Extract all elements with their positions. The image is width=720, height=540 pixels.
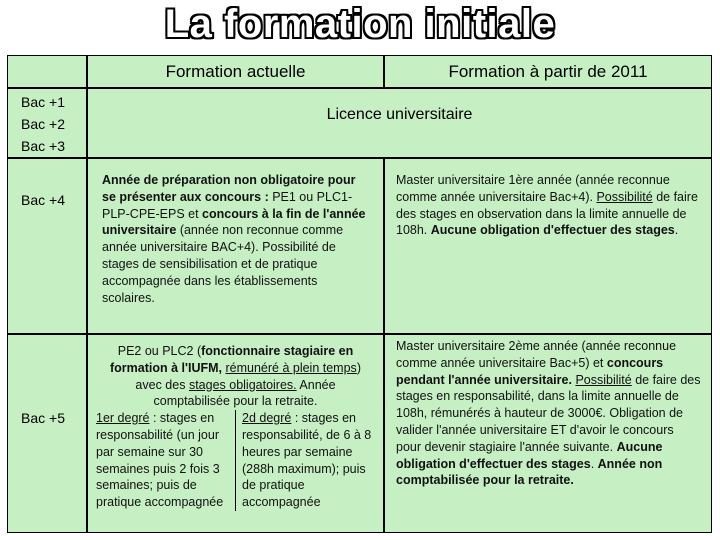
bac5-current-col-2 [235,410,375,511]
bac5-current-col2-heading: 2d degré [242,411,292,426]
bac5-current-col1-heading: 1er degré [96,411,150,426]
bac4-future-text-3: . [674,223,679,238]
bac4-future-bold-1: Aucune obligation d'effectuer des stages [430,223,675,238]
bac4-future-underline-1: Possibilité [596,189,653,204]
bac5-future-bold-1: concours pendant l'année universitaire. [396,355,664,387]
slide-title: La formation initiale [164,2,556,46]
header-future-label: Formation à partir de 2011 [448,61,648,81]
level-bac5: Bac +5 [21,410,65,426]
bac5-current-col2-text: : stages en responsabilité, de 6 à 8 heures par semaine (288h maximum); puis de pratique accompagnée [242,411,372,510]
bac5-future-text-3: de faire des stages en responsabilité, dans la limite annuelle de 108h, rémunérés à hauteur de 3000€. Obligation de valider l'année universitaire ET d'avoir le concours pour devenir stagiaire l'année suivante. [396,372,701,454]
bac5-current-col-1 [96,410,235,511]
level-bac4-cell [7,158,87,334]
bac4-current-text-2: (année non reconnue comme année universitaire BAC+4). Possibilité de stages de sensibilisation et de pratique accompagnée dans les établissements scolaires. [102,223,344,305]
bac5-current-underline-1: rémunéré à plein temps [225,360,357,375]
header-current [87,55,384,88]
header-empty-cell [7,55,87,88]
level-bac2: Bac +2 [21,116,65,132]
bac5-future-underline-1: Possibilité [575,372,632,387]
bac5-current-col1-text: : stages en responsabilité (un jour par semaine sur 30 semaines puis 2 fois 3 semaines; puis de pratique accompagnée [96,411,224,510]
bac4-future-text-1: Master universitaire 1ère année (année reconnue comme année universitaire Bac+4). [396,173,670,204]
bac4-current-text-1: PE1 ou PLC1-PLP-CPE-EPS et [102,189,353,221]
level-bac5-cell [7,334,87,533]
bac5-future-text-4: . [590,456,598,471]
bac4-future-cell [384,158,712,334]
level-bac4: Bac +4 [21,192,65,208]
bac5-future-text-1: Master universitaire 2ème année (année reconnue comme année universitaire Bac+5) et [396,339,677,370]
licence-cell [87,88,712,158]
bac5-current-cell [87,334,384,533]
level-bac1-3 [7,88,87,158]
level-bac1: Bac +1 [21,94,65,110]
level-bac3: Bac +3 [21,138,65,154]
bac5-current-text-1: PE2 ou PLC2 ( [117,344,202,358]
bac4-current-bold-1: Année de préparation non obligatoire pour se présenter aux concours : [102,173,356,204]
bac4-current-cell [87,158,384,334]
bac5-current-columns [96,410,375,511]
bac4-current-bold-2: concours à la fin de l'année universitaire [102,206,366,238]
header-future [384,55,712,88]
bac5-future-bold-3: Année non comptabilisée pour la retraite. [396,456,663,488]
bac5-current-intro [96,343,375,410]
licence-label: Licence universitaire [326,106,473,123]
bac5-current-bold-1: fonctionnaire stagiaire en formation à l'IUFM, [110,344,354,375]
bac4-future-text-2: de faire des stages en observation dans la limite annuelle de 108h. [396,189,698,238]
bac5-future-cell [384,334,712,533]
bac5-current-text-3: Année comptabilisée pour la retraite. [153,377,336,409]
header-current-label: Formation actuelle [165,61,306,81]
bac5-current-underline-2: stages obligatoires. [188,377,297,392]
bac5-future-bold-2: Aucune obligation d'effectuer des stages [396,439,663,471]
bac5-current-text-2: ) avec des [135,360,361,392]
